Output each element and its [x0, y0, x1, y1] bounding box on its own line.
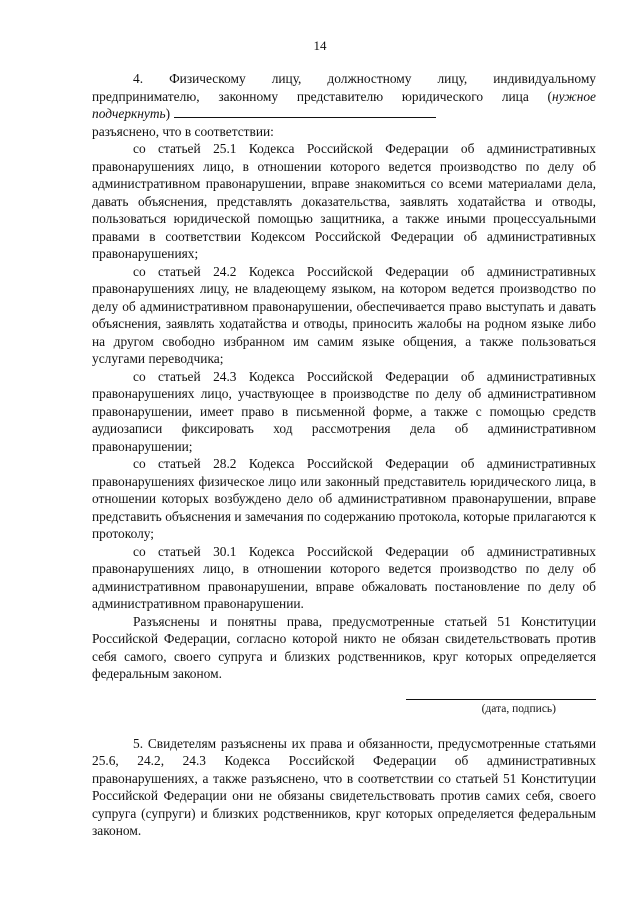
- signature-block: [92, 695, 596, 735]
- item4-line1: 4. Физическому лицу, должностному лицу, индивидуальному: [133, 71, 596, 86]
- document-body: [92, 70, 596, 840]
- item4-line2-text: предпринимателю, законному представителю юридического лица (: [92, 88, 552, 104]
- item5-paragraph: 5. Свидетелям разъяснены их права и обязанности, предусмотренные статьями 25.6, 24.2, 24.3 Кодекса Российской Федерации об административных правонарушениях, а также разъяснено, что в соответствии со статьей 51 Конституции Российской Федерации они не обязаны свидетельствовать против самих себя, своего супруга (супруги) и близких родственников, круг которых определяется федеральным законом.: [92, 735, 596, 838]
- article-25-1-paragraph: со статьей 25.1 Кодекса Российской Федерации об административных правонарушениях лицо, в отношении которого ведется производство по делу об административном правонарушении, вправе знакомиться со всеми материалами дела, давать объяснения, представлять доказательства, заявлять ходатайства и отводы, пользоваться юридической помощью защитника, а также иными процессуальными правами в соответствии Кодексом Российской Федерации об административных правонарушениях;: [92, 141, 596, 261]
- signature-line[interactable]: [406, 699, 596, 700]
- item4-note-close: ): [165, 106, 171, 121]
- item4-line2: [92, 88, 596, 106]
- page-number: 14: [313, 38, 327, 53]
- article-24-2-paragraph: со статьей 24.2 Кодекса Российской Федерации об административных правонарушениях лицу, не владеющему языком, на котором ведется производство по делу об административном правонарушении, обеспечивается право выступать и давать объяснения, заявлять ходатайства и отводы, приносить жалобы на родном языке либо на другом свободно избранном им самим языке общения, а также пользоваться услугами переводчика;: [92, 263, 596, 366]
- constitution-51-paragraph: Разъяснены и понятны права, предусмотренные статьей 51 Конституции Российской Федерации, согласно которой никто не обязан свидетельствовать против себя самого, своего супруга и близких родственников, круг которых определяется федеральным законом.: [92, 613, 596, 681]
- article-28-2-paragraph: со статьей 28.2 Кодекса Российской Федерации об административных правонарушениях физическое лицо или законный представитель юридического лица, в отношении которых возбуждено дело об административном правонарушении, вправе представить объяснения и замечания по содержанию протокола, которые прилагаются к протоколу;: [92, 456, 596, 541]
- article-24-3-paragraph: со статьей 24.3 Кодекса Российской Федерации об административных правонарушениях лицо, участвующее в производстве по делу об административном правонарушении, имеет право в письменной форме, а также с помощью средств аудиозаписи фиксировать ход рассмотрения дела об административном правонарушении;: [92, 368, 596, 454]
- item4-note-start: нужное: [552, 88, 596, 104]
- item4-line3: [92, 105, 596, 123]
- item4-line4: разъяснено, что в соответствии:: [92, 123, 274, 139]
- article-30-1-paragraph: со статьей 30.1 Кодекса Российской Федерации об административных правонарушениях лицо, в отношении которого ведется производство по делу об административном правонарушении, вправе обжаловать постановление по делу об административном правонарушении.: [92, 543, 596, 611]
- signature-caption: (дата, подпись): [481, 702, 556, 715]
- fill-in-line[interactable]: [174, 105, 436, 118]
- item4-note-end: подчеркнуть: [92, 106, 166, 121]
